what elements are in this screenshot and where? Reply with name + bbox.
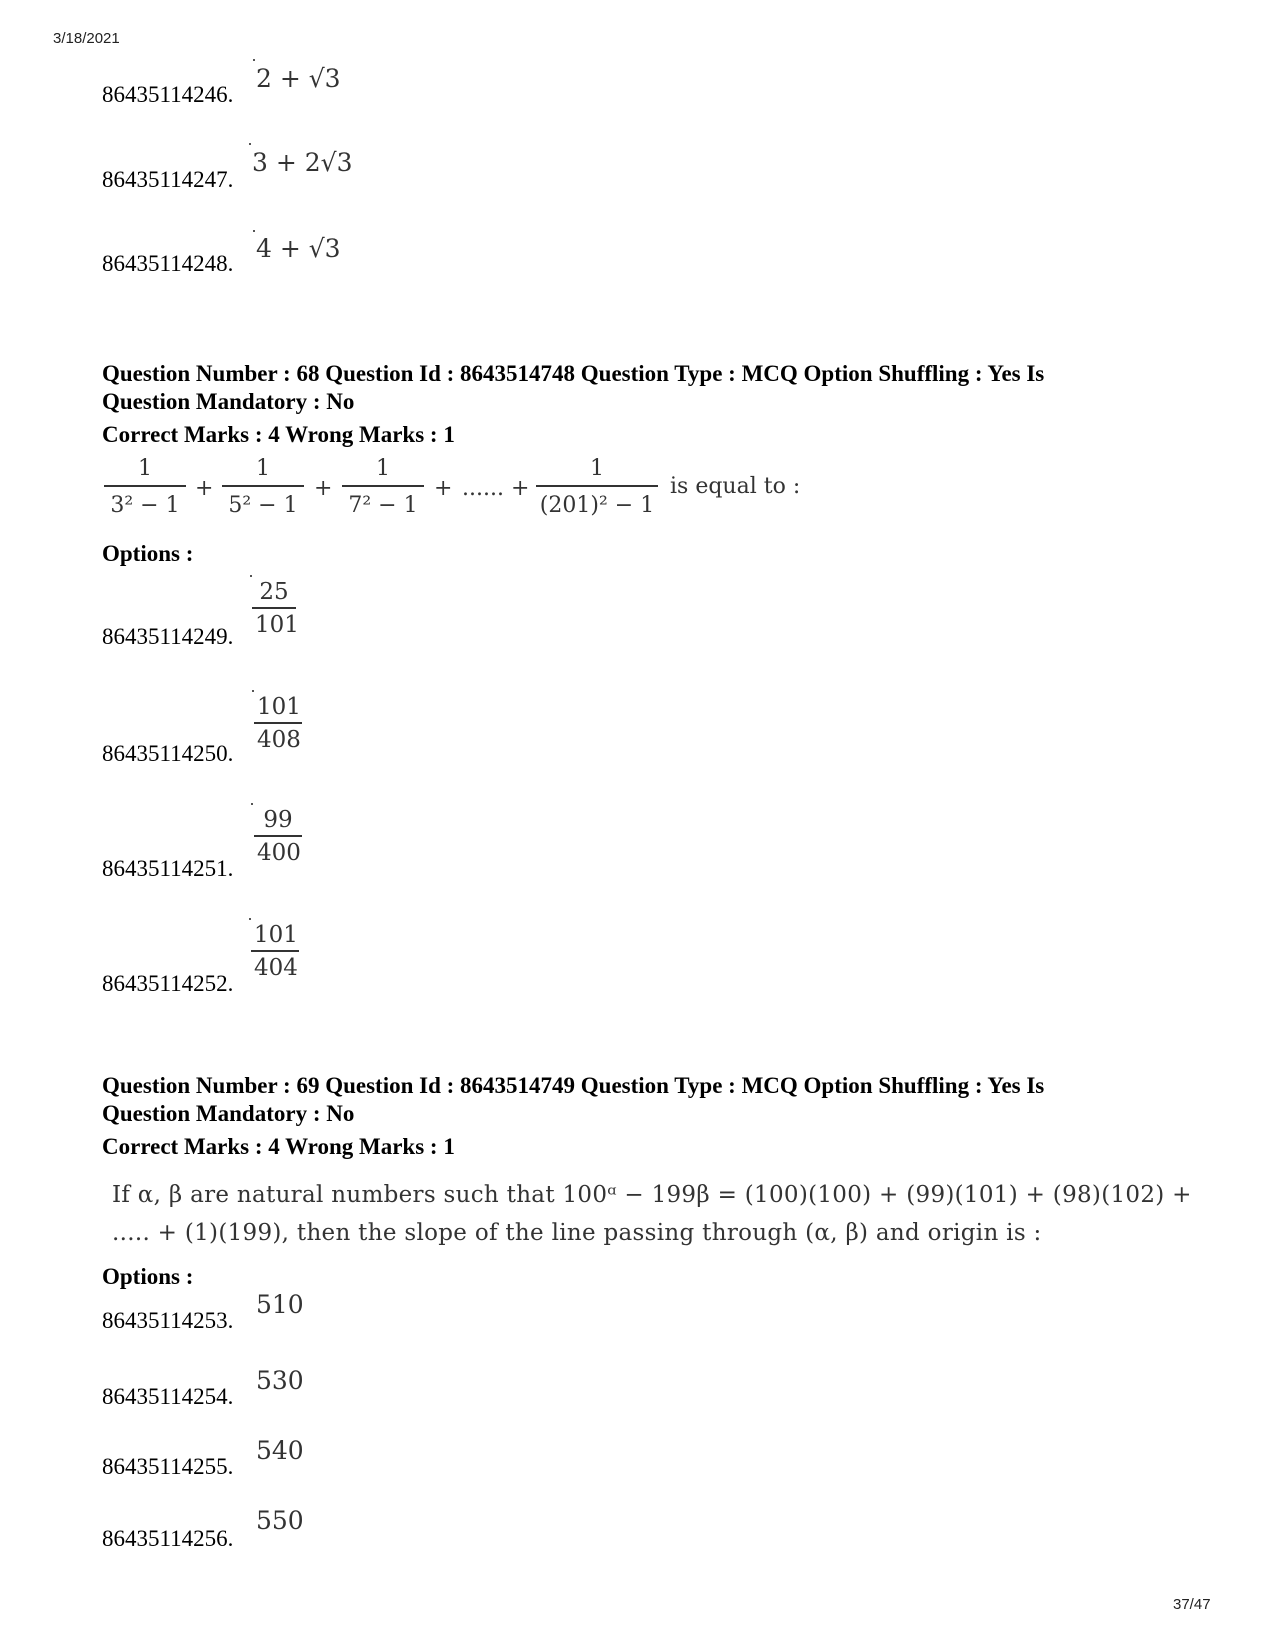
plus-sign: + [314, 476, 333, 501]
option-id: 86435114247. [102, 167, 234, 192]
fraction-numerator: 101 [251, 922, 299, 952]
page-number: 37/47 [1173, 1596, 1211, 1613]
option-id: 86435114252. [102, 971, 234, 996]
option-marker [251, 803, 253, 805]
question-69-text [112, 1176, 1192, 1252]
fraction-numerator: 1 [104, 456, 186, 487]
question-68-marks: Correct Marks : 4 Wrong Marks : 1 [102, 422, 455, 447]
plus-sign: + [195, 476, 214, 501]
option-marker [250, 575, 252, 577]
option-value: 540 [256, 1436, 304, 1465]
fraction-denominator: 7² − 1 [348, 493, 418, 518]
option-id: 86435114254. [102, 1384, 234, 1409]
option-id: 86435114255. [102, 1454, 234, 1479]
question-68-header [102, 360, 1132, 416]
fraction-numerator: 1 [536, 456, 658, 487]
question-text-line: ..... + (1)(199), then the slope of the line passing through (α, β) and origin is : [112, 1220, 1042, 1246]
option-value: 530 [256, 1366, 304, 1395]
option-fraction [251, 922, 299, 981]
option-id: 86435114251. [102, 856, 234, 881]
option-id: 86435114250. [102, 741, 234, 766]
question-header-line: Question Number : 68 Question Id : 8643514748 Question Type : MCQ Option Shuffling : Yes Is [102, 361, 1045, 386]
option-fraction [252, 579, 299, 638]
fraction-denominator: 400 [257, 840, 301, 866]
option-fraction [254, 807, 302, 866]
option-marker [249, 918, 251, 920]
option-id: 86435114248. [102, 251, 234, 276]
question-header-line: Question Mandatory : No [102, 1101, 355, 1126]
question-text-line: If α, β are natural numbers such that 100ᵅ − 199β = (100)(100) + (99)(101) + (98)(102) + [112, 1182, 1192, 1208]
option-id: 86435114256. [102, 1526, 234, 1551]
fraction-denominator: 101 [255, 612, 299, 638]
option-id: 86435114246. [102, 82, 234, 107]
fraction-term [104, 456, 186, 518]
series-ellipsis: ...... + [462, 476, 530, 501]
fraction-term [536, 456, 658, 518]
option-value: 550 [256, 1506, 304, 1535]
option-value: 2 + √3 [256, 64, 341, 93]
question-69-header [102, 1072, 1132, 1128]
option-marker [249, 143, 251, 145]
plus-sign: + [434, 476, 453, 501]
fraction-denominator: 408 [257, 727, 301, 753]
option-id: 86435114253. [102, 1308, 234, 1333]
question-69-marks: Correct Marks : 4 Wrong Marks : 1 [102, 1134, 455, 1159]
print-date: 3/18/2021 [53, 30, 120, 47]
option-value: 4 + √3 [256, 234, 341, 263]
option-marker [253, 59, 255, 61]
fraction-numerator: 101 [254, 694, 302, 724]
fraction-denominator: 5² − 1 [228, 493, 298, 518]
option-marker [253, 230, 255, 232]
options-label: Options : [102, 1264, 194, 1289]
question-68-expression [104, 456, 824, 536]
fraction-denominator: 3² − 1 [110, 493, 180, 518]
fraction-numerator: 1 [342, 456, 424, 487]
option-marker [252, 690, 254, 692]
option-id: 86435114249. [102, 624, 234, 649]
fraction-numerator: 99 [254, 807, 302, 837]
option-fraction [254, 694, 302, 753]
fraction-numerator: 1 [222, 456, 304, 487]
expression-tail: is equal to : [670, 474, 801, 499]
fraction-term [342, 456, 424, 518]
option-value: 510 [256, 1290, 304, 1319]
options-label: Options : [102, 541, 194, 566]
option-value: 3 + 2√3 [252, 148, 353, 177]
fraction-numerator: 25 [252, 579, 296, 609]
question-header-line: Question Number : 69 Question Id : 8643514749 Question Type : MCQ Option Shuffling : Yes Is [102, 1073, 1045, 1098]
question-header-line: Question Mandatory : No [102, 389, 355, 414]
fraction-term [222, 456, 304, 518]
fraction-denominator: 404 [254, 955, 298, 981]
fraction-denominator: (201)² − 1 [539, 493, 655, 518]
